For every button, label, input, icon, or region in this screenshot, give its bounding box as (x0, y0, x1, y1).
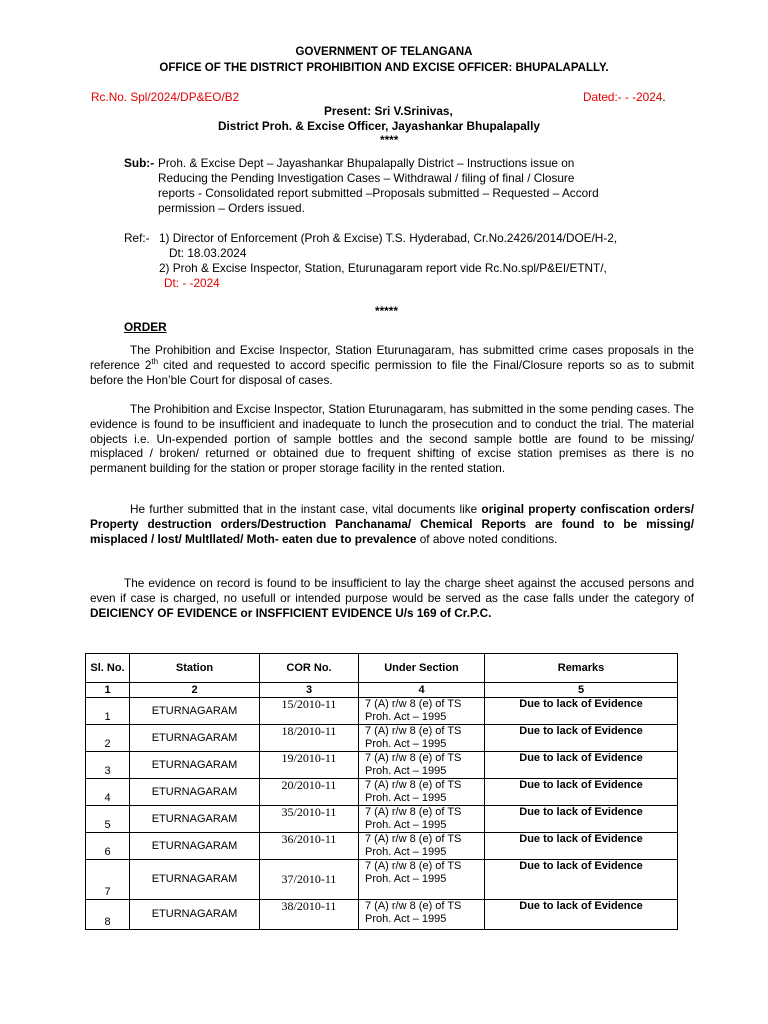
table-row: 6 ETURNAGARAM 36/2010-11 7 (A) r/w 8 (e) of TS Proh. Act – 1995 Due to lack of Evidence (86, 833, 678, 860)
col-header-sl: Sl. No. (86, 654, 130, 683)
present-stars: **** (380, 133, 399, 147)
rc-number: Rc.No. Spl/2024/DP&EO/B2 (91, 90, 240, 104)
col-header-cor: COR No. (260, 654, 359, 683)
office-title: OFFICE OF THE DISTRICT PROHIBITION AND EXCISE OFFICER: BHUPALAPALLY. (159, 62, 609, 74)
dated-dot: . (662, 90, 666, 104)
subject-label: Sub:- (124, 156, 155, 170)
table-header-row (86, 654, 678, 683)
table-row: 2 ETURNAGARAM 18/2010-11 7 (A) r/w 8 (e) of TS Proh. Act – 1995 Due to lack of Evidence (86, 725, 678, 752)
order-paragraph-3: He further submitted that in the instant case, vital documents like original property confiscation orders/ Property destruction orders/Destruction Panchanama/ Chemical Reports are found to be missing/ misplaced / lost/ Multllated/ Moth- eaten due to prevalence of above noted conditions. (90, 502, 694, 546)
order-title: ORDER (124, 320, 167, 334)
officer-designation: District Proh. & Excise Officer, Jayashankar Bhupalapally (218, 119, 540, 133)
ref2-line1: 2) Proh & Excise Inspector, Station, Eturunagaram report vide Rc.No.spl/P&EI/ETNT/, (159, 261, 607, 275)
table-row: 7 ETURNAGARAM 37/2010-11 7 (A) r/w 8 (e) of TS Proh. Act – 1995 Due to lack of Evidence (86, 860, 678, 900)
dated-value: Dated:- - -2024 (583, 90, 663, 104)
order-paragraph-1: The Prohibition and Excise Inspector, Station Eturunagaram, has submitted crime cases proposals in the reference 2th cited and requested to accord specific permission to file the Final/Closure reports so as to submit before the Hon’ble Court for disposal of cases. (90, 343, 694, 387)
ref1-line1: 1) Director of Enforcement (Proh & Excise) T.S. Hyderabad, Cr.No.2426/2014/DOE/H-2, (159, 231, 618, 245)
subject-line: reports - Consolidated report submitted –Proposals submitted – Requested – Accord (158, 186, 599, 200)
ref1-line2: Dt: 18.03.2024 (169, 246, 247, 260)
table-row: 4 ETURNAGARAM 20/2010-11 7 (A) r/w 8 (e) of TS Proh. Act – 1995 Due to lack of Evidence (86, 779, 678, 806)
ref-label: Ref:- (124, 231, 150, 245)
present-officer: Present: Sri V.Srinivas, (324, 104, 453, 118)
order-paragraph-2: The Prohibition and Excise Inspector, Station Eturunagaram, has submitted in the some pending cases. The evidence is found to be insufficient and inadequate to lunch the prosecution and to conduct the trial. The material objects i.e. Un-expended portion of sample bottles and the second sample bottle are found to be missing/ misplaced / broken/ returned or obtained due to frequent shifting of excise station premises as there is no permanent building for the station or proper storage facility in the rented station. (90, 402, 694, 476)
subject-line: permission – Orders issued. (158, 201, 305, 215)
subject-line: Proh. & Excise Dept – Jayashankar Bhupalapally District – Instructions issue on (158, 156, 575, 170)
table-row: 5 ETURNAGARAM 35/2010-11 7 (A) r/w 8 (e) of TS Proh. Act – 1995 Due to lack of Evidence (86, 806, 678, 833)
order-paragraph-4: The evidence on record is found to be insufficient to lay the charge sheet against the accused persons and even if case is charged, no usefull or intended purpose would be served as the case falls under the category of DEICIENCY OF EVIDENCE or INSFFICIENT EVIDENCE U/s 169 of Cr.P.C. (90, 576, 694, 620)
col-header-remarks: Remarks (485, 654, 678, 683)
table-row: 1 ETURNAGARAM 15/2010-11 7 (A) r/w 8 (e) of TS Proh. Act – 1995 Due to lack of Evidence (86, 698, 678, 725)
table-row: 3 ETURNAGARAM 19/2010-11 7 (A) r/w 8 (e) of TS Proh. Act – 1995 Due to lack of Evidence (86, 752, 678, 779)
divider-stars: ***** (375, 304, 398, 318)
ref2-date: Dt: - -2024 (164, 276, 220, 290)
table-row: 8 ETURNAGARAM 38/2010-11 7 (A) r/w 8 (e) of TS Proh. Act – 1995 Due to lack of Evidence (86, 900, 678, 930)
dated-line (583, 90, 666, 105)
col-header-section: Under Section (359, 654, 485, 683)
government-title: GOVERNMENT OF TELANGANA (295, 46, 473, 58)
cases-table (85, 653, 678, 930)
col-header-station: Station (130, 654, 260, 683)
subject-line: Reducing the Pending Investigation Cases – Withdrawal / filing of final / Closure (158, 171, 575, 185)
table-index-row: 1 2 3 4 5 (86, 683, 678, 698)
